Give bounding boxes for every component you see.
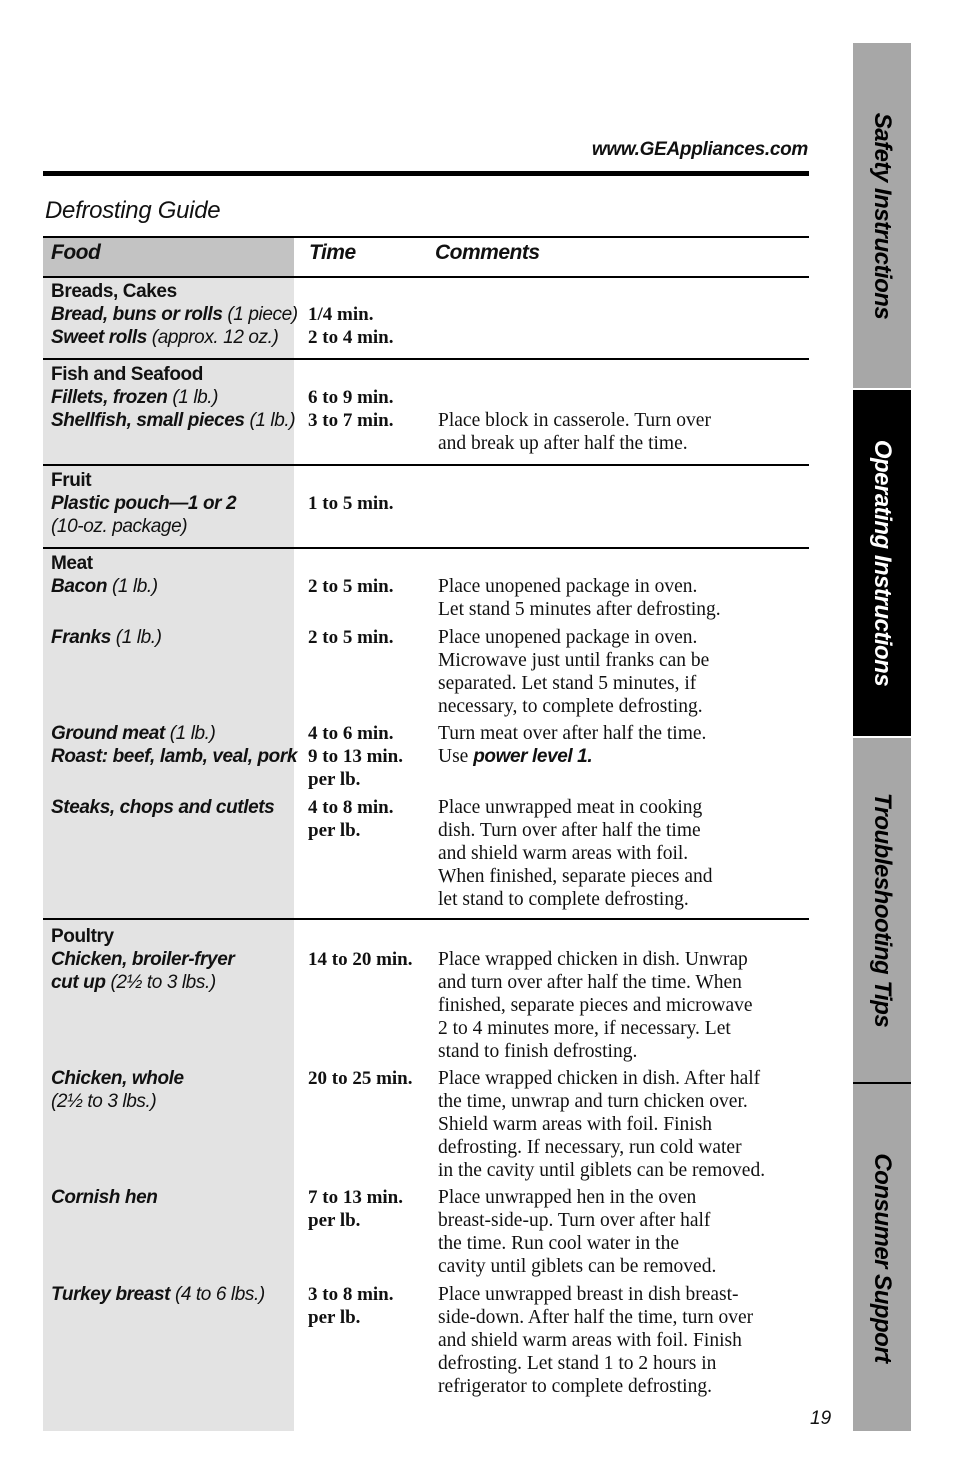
comment-text: Place wrapped chicken in dish. Unwrap and turn over after half the time. When finished, separate pieces and microwave 2 to 4 minutes more, if necessary. Let stand to finish defrosting.	[438, 949, 753, 1062]
time-value: 2 to 5 min.	[308, 627, 394, 648]
comment-text: Place unopened package in oven. Microwave just until franks can be separated. Let stand 5 minutes, if necessary, to complete defrosting.	[438, 627, 710, 717]
food-item: Chicken, whole	[51, 1068, 184, 1089]
comment-text: Turn meat over after half the time.	[438, 723, 707, 744]
food-item: Chicken, broiler-fryer	[51, 949, 235, 970]
page-title: Defrosting Guide	[45, 197, 221, 224]
food-item: Turkey breast (4 to 6 lbs.)	[51, 1284, 265, 1305]
time-value: 1 to 5 min.	[308, 493, 394, 514]
category-label: Fruit	[51, 470, 92, 491]
food-item-detail: (2½ to 3 lbs.)	[51, 1091, 157, 1112]
table-top-rule	[43, 236, 809, 238]
category-label: Poultry	[51, 926, 114, 947]
tab-operating-instructions[interactable]	[853, 390, 911, 736]
food-item: Roast: beef, lamb, veal, pork	[51, 746, 298, 767]
food-item: Shellfish, small pieces (1 lb.)	[51, 410, 296, 431]
food-item: Bread, buns or rolls (1 piece)	[51, 304, 298, 325]
comment-text: Place unwrapped hen in the oven breast-side-up. Turn over after half the time. Run cool water in the cavity until giblets can be removed.	[438, 1187, 717, 1277]
comment-text: Place block in casserole. Turn over and break up after half the time.	[438, 410, 711, 454]
food-item: Fillets, frozen (1 lb.)	[51, 387, 219, 408]
time-value: 7 to 13 min. per lb.	[308, 1187, 403, 1231]
page-number: 19	[810, 1408, 832, 1429]
food-item: Bacon (1 lb.)	[51, 576, 158, 597]
tab-label: Operating Instructions	[869, 439, 896, 687]
food-item: Plastic pouch—1 or 2	[51, 493, 237, 514]
comment-text: Place unopened package in oven. Let stand 5 minutes after defrosting.	[438, 576, 721, 620]
time-value: 6 to 9 min.	[308, 387, 394, 408]
section-divider	[43, 918, 809, 920]
table-header-rule	[43, 276, 809, 278]
tab-safety-instructions[interactable]	[853, 43, 911, 388]
column-header-time: Time	[309, 241, 356, 264]
time-value: 4 to 8 min. per lb.	[308, 797, 394, 841]
category-label: Fish and Seafood	[51, 364, 203, 385]
time-value: 2 to 5 min.	[308, 576, 394, 597]
column-header-food: Food	[51, 241, 101, 264]
food-item: Sweet rolls (approx. 12 oz.)	[51, 327, 279, 348]
food-item: Steaks, chops and cutlets	[51, 797, 275, 818]
section-divider	[43, 464, 809, 466]
time-value: 3 to 7 min.	[308, 410, 394, 431]
tab-consumer-support[interactable]	[853, 1084, 911, 1431]
time-value: 4 to 6 min.	[308, 723, 394, 744]
section-divider	[43, 358, 809, 360]
food-item: Ground meat (1 lb.)	[51, 723, 216, 744]
time-value: 1/4 min.	[308, 304, 374, 325]
tab-troubleshooting-tips[interactable]	[853, 738, 911, 1082]
section-divider	[43, 547, 809, 549]
time-value: 20 to 25 min.	[308, 1068, 413, 1089]
comment-text: Place wrapped chicken in dish. After half the time, unwrap and turn chicken over. Shield warm areas with foil. Finish defrosting. If necessary, run cold water in the cavity until giblets can be removed.	[438, 1068, 766, 1181]
category-label: Meat	[51, 553, 93, 574]
time-value: 9 to 13 min. per lb.	[308, 746, 403, 790]
time-value: 2 to 4 min.	[308, 327, 394, 348]
food-item: Franks (1 lb.)	[51, 627, 162, 648]
comment-text: Place unwrapped breast in dish breast- side-down. After half the time, turn over and shield warm areas with foil. Finish defrosting. Let stand 1 to 2 hours in refrigerator to complete defrosting.	[438, 1284, 754, 1397]
tab-label: Consumer Support	[869, 1152, 896, 1363]
header-rule	[43, 171, 809, 176]
tab-label: Troubleshooting Tips	[869, 792, 896, 1028]
website-url: www.GEAppliances.com	[591, 139, 808, 160]
time-value: 14 to 20 min.	[308, 949, 413, 970]
food-item-detail: cut up (2½ to 3 lbs.)	[51, 972, 216, 993]
tab-label: Safety Instructions	[869, 112, 896, 319]
column-header-comments: Comments	[435, 241, 540, 264]
food-item-detail: (10-oz. package)	[51, 516, 188, 537]
time-value: 3 to 8 min. per lb.	[308, 1284, 394, 1328]
food-item: Cornish hen	[51, 1187, 158, 1208]
comment-text: Use power level 1.	[438, 746, 593, 767]
category-label: Breads, Cakes	[51, 281, 177, 302]
food-column-shading	[43, 278, 294, 1431]
comment-text: Place unwrapped meat in cooking dish. Turn over after half the time and shield warm areas with foil. When finished, separate pieces and let stand to complete defrosting.	[438, 797, 713, 910]
